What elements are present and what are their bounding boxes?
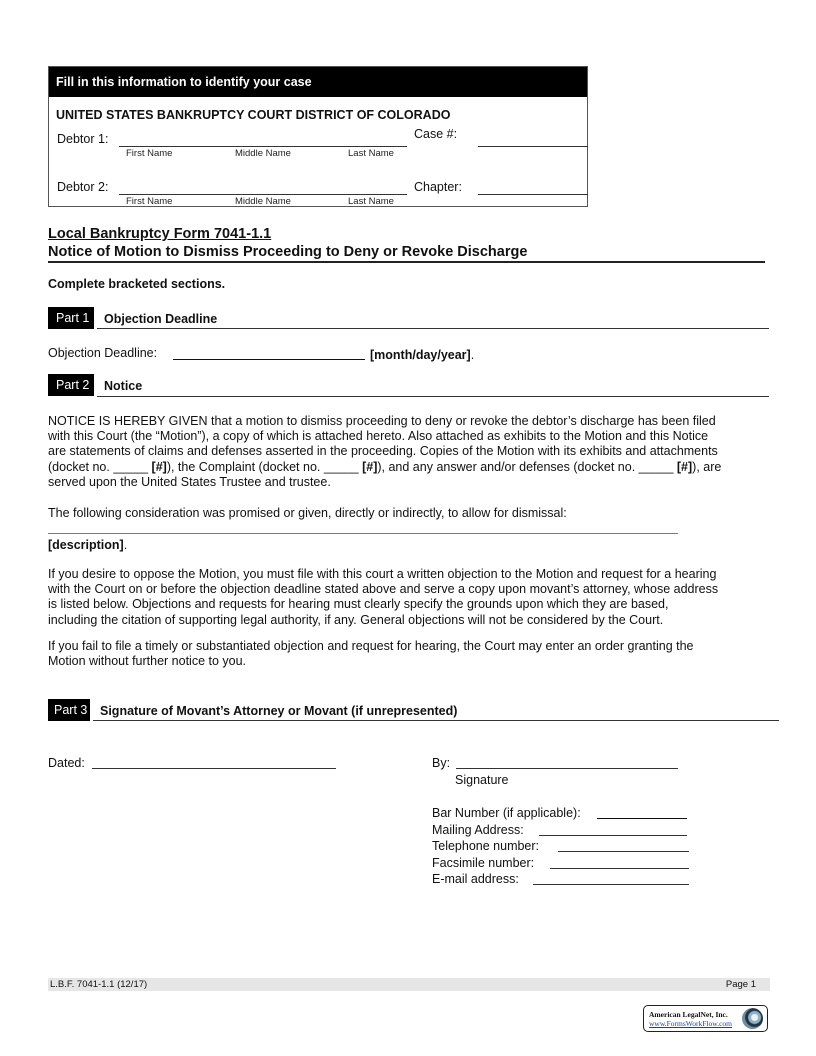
notice-line-3: are statements of claims and defenses asserted in the proceeding. Copies of the Motion with its exhibits and attachments bbox=[48, 444, 718, 459]
badge-website-link[interactable]: www.FormsWorkFlow.com bbox=[649, 1019, 733, 1028]
oppose-line-1: If you desire to oppose the Motion, you must file with this court a written objection to the Motion and request for a hearing bbox=[48, 567, 717, 581]
oppose-line-4: including the citation of supporting legal authority, if any. General objections will not be considered by the Court. bbox=[48, 612, 664, 627]
chapter-label: Chapter: bbox=[414, 180, 462, 194]
notice-line-5: served upon the United States Trustee and trustee. bbox=[48, 474, 331, 489]
notice-line-2: with this Court (the “Motion”), a copy of which is attached hereto. Also attached as exhibits to the Motion and this Notice bbox=[48, 429, 709, 444]
part2-rule bbox=[97, 396, 769, 397]
legalnet-badge[interactable] bbox=[643, 1005, 768, 1032]
form-number-title: Local Bankruptcy Form 7041-1.1 bbox=[48, 226, 272, 242]
debtor2-last-name-caption: Last Name bbox=[348, 196, 394, 207]
notice-line-4 bbox=[48, 460, 778, 475]
form-name-title: Notice of Motion to Dismiss Proceeding to Deny or Revoke Discharge bbox=[48, 244, 528, 260]
signature-caption: Signature bbox=[455, 773, 509, 787]
by-label: By: bbox=[432, 756, 451, 770]
deadline-suffix: . bbox=[470, 348, 475, 362]
failure-line-2: Motion without further notice to you. bbox=[48, 654, 247, 669]
docket-complaint-field[interactable]: [#] bbox=[362, 459, 378, 474]
title-rule bbox=[48, 261, 765, 263]
consideration-field[interactable] bbox=[48, 533, 678, 534]
part3-title: Signature of Movant’s Attorney or Movant (if unrepresented) bbox=[100, 704, 458, 718]
docket-answer-text: ), and any answer and/or defenses (docket no. _____ bbox=[377, 459, 677, 474]
part1-title: Objection Deadline bbox=[104, 312, 218, 326]
debtor2-first-name-caption: First Name bbox=[126, 196, 173, 207]
email-field[interactable] bbox=[533, 884, 689, 885]
failure-paragraph bbox=[48, 639, 778, 669]
consideration-text: The following consideration was promised or given, directly or indirectly, to allow for dismissal: bbox=[48, 506, 567, 520]
mailing-address-label: Mailing Address: bbox=[432, 823, 524, 837]
court-name: UNITED STATES BANKRUPTCY COURT DISTRICT OF COLORADO bbox=[56, 108, 451, 122]
case-number-field[interactable] bbox=[478, 146, 588, 147]
notice-paragraph bbox=[48, 414, 778, 490]
objection-deadline-hint bbox=[370, 348, 474, 363]
case-number-label: Case #: bbox=[414, 127, 458, 141]
debtor1-first-name-caption: First Name bbox=[126, 148, 173, 159]
telephone-field[interactable] bbox=[558, 851, 689, 852]
dated-label: Dated: bbox=[48, 756, 85, 770]
part1-tag: Part 1 bbox=[48, 307, 94, 329]
docket-answer-field[interactable]: [#] bbox=[676, 459, 693, 474]
deadline-hint-text: [month/day/year] bbox=[370, 348, 471, 362]
mailing-address-field[interactable] bbox=[539, 835, 687, 836]
description-hint bbox=[48, 538, 127, 553]
part3-rule bbox=[93, 720, 779, 721]
case-info-box bbox=[48, 66, 588, 207]
footer-bar bbox=[48, 978, 770, 991]
debtor2-middle-name-caption: Middle Name bbox=[235, 196, 291, 207]
part1-rule bbox=[97, 328, 769, 329]
oppose-paragraph bbox=[48, 567, 778, 628]
failure-line-1: If you fail to file a timely or substantiated objection and request for hearing, the Court may enter an order granting the bbox=[48, 639, 694, 653]
part3-tag: Part 3 bbox=[48, 699, 90, 721]
chapter-field[interactable] bbox=[478, 194, 588, 195]
oppose-line-3: is listed below. Objections and requests for hearing must clearly specify the grounds upon which they are based, bbox=[48, 597, 669, 612]
description-suffix: . bbox=[123, 538, 128, 552]
docket-line-end: ), are bbox=[692, 459, 722, 474]
facsimile-label: Facsimile number: bbox=[432, 856, 535, 870]
email-label: E-mail address: bbox=[432, 872, 519, 886]
signature-field[interactable] bbox=[456, 768, 678, 769]
instructions: Complete bracketed sections. bbox=[48, 277, 226, 291]
case-box-header: Fill in this information to identify your case bbox=[49, 67, 587, 97]
debtor1-last-name-caption: Last Name bbox=[348, 148, 394, 159]
notice-line-1: NOTICE IS HEREBY GIVEN that a motion to dismiss proceeding to deny or revoke the debtor’s discharge has been filed bbox=[48, 414, 716, 428]
docket-complaint-text: ), the Complaint (docket no. _____ bbox=[166, 459, 363, 474]
objection-deadline-label: Objection Deadline: bbox=[48, 346, 158, 360]
globe-icon bbox=[742, 1008, 763, 1029]
part2-title: Notice bbox=[104, 379, 143, 393]
debtor1-label: Debtor 1: bbox=[57, 132, 109, 146]
docket-motion-field[interactable]: [#] bbox=[151, 459, 167, 474]
debtor1-name-field[interactable] bbox=[119, 146, 407, 147]
oppose-line-2: with the Court on or before the objection deadline stated above and serve a copy upon movant’s attorney, whose address bbox=[48, 582, 719, 597]
part2-tag: Part 2 bbox=[48, 374, 94, 396]
bar-number-label: Bar Number (if applicable): bbox=[432, 806, 581, 820]
debtor2-label: Debtor 2: bbox=[57, 180, 109, 194]
debtor1-middle-name-caption: Middle Name bbox=[235, 148, 291, 159]
bar-number-field[interactable] bbox=[597, 818, 687, 819]
docket-motion-text: (docket no. _____ bbox=[48, 459, 152, 474]
dated-field[interactable] bbox=[92, 768, 336, 769]
debtor2-name-field[interactable] bbox=[119, 194, 407, 195]
footer-page-number: Page 1 bbox=[725, 979, 756, 990]
description-hint-text: [description] bbox=[48, 538, 124, 552]
telephone-label: Telephone number: bbox=[432, 839, 540, 853]
facsimile-field[interactable] bbox=[550, 868, 689, 869]
objection-deadline-field[interactable] bbox=[173, 359, 365, 360]
badge-company: American LegalNet, Inc. bbox=[649, 1010, 728, 1019]
footer-form-id: L.B.F. 7041-1.1 (12/17) bbox=[50, 979, 148, 990]
